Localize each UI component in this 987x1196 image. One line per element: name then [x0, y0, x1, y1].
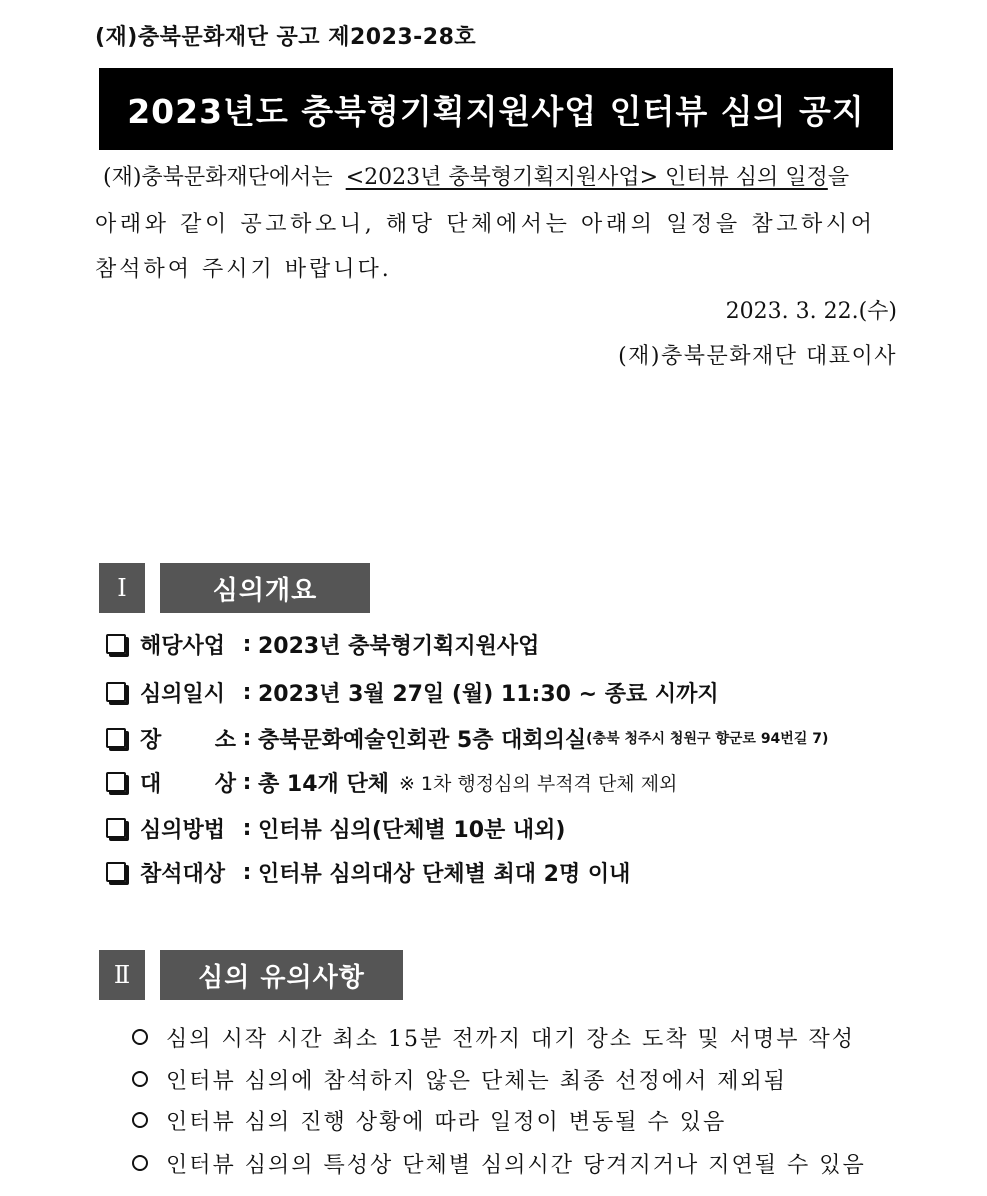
checkbox-icon	[106, 772, 126, 792]
notice-date: 2023. 3. 22.(수)	[725, 299, 897, 324]
target-note: ※ 1차 행정심의 부적격 단체 제외	[398, 772, 678, 795]
circle-bullet-icon	[132, 1029, 148, 1045]
checkbox-icon	[106, 682, 126, 702]
intro-line-1	[95, 163, 897, 193]
location-address: (충북 청주시 청원구 향군로 94번길 7)	[586, 731, 829, 747]
checkbox-icon	[106, 862, 126, 882]
intro-line-3: 참석하여 주시기 바랍니다.	[95, 257, 392, 282]
notice-bullet: 인터뷰 심의에 참석하지 않은 단체는 최종 선정에서 제외됨	[132, 1063, 787, 1095]
notice-number: (재)충북문화재단 공고 제2023-28호	[95, 25, 477, 50]
overview-item-project: 해당사업 : 2023년 충북형기획지원사업	[106, 629, 539, 659]
checkbox-icon	[106, 634, 126, 654]
intro-suffix: 을	[827, 165, 850, 190]
overview-item-location: 장 소 : 충북문화예술인회관 5층 대회의실 (충북 청주시 청원구 향군로 94번길 7)	[106, 723, 828, 753]
section-2-number: Ⅱ	[99, 950, 145, 1000]
notice-bullet: 인터뷰 심의의 특성상 단체별 심의시간 당겨지거나 지연될 수 있음	[132, 1147, 866, 1179]
section-2-title: 심의 유의사항	[160, 950, 403, 1000]
intro-line-2: 아래와 같이 공고하오니, 해당 단체에서는 아래의 일정을 참고하시어	[95, 212, 876, 237]
checkbox-icon	[106, 728, 126, 748]
checkbox-icon	[106, 818, 126, 838]
title-banner	[99, 68, 893, 150]
overview-item-attendees: 참석대상 : 인터뷰 심의대상 단체별 최대 2명 이내	[106, 857, 630, 887]
overview-item-target: 대 상 : 총 14개 단체 ※ 1차 행정심의 부적격 단체 제외	[106, 767, 677, 797]
section-1-number: Ⅰ	[99, 563, 145, 613]
notice-bullet: 인터뷰 심의 진행 상황에 따라 일정이 변동될 수 있음	[132, 1104, 726, 1136]
circle-bullet-icon	[132, 1112, 148, 1128]
notice-bullet: 심의 시작 시간 최소 15분 전까지 대기 장소 도착 및 서명부 작성	[132, 1021, 855, 1053]
overview-item-method: 심의방법 : 인터뷰 심의(단체별 10분 내외)	[106, 813, 565, 843]
page-title: 2023년도 충북형기획지원사업 인터뷰 심의 공지	[127, 91, 865, 131]
overview-item-datetime: 심의일시 : 2023년 3월 27일 (월) 11:30 ~ 종료 시까지	[106, 677, 719, 707]
issuer: (재)충북문화재단 대표이사	[618, 344, 897, 369]
section-1-title: 심의개요	[160, 563, 370, 613]
circle-bullet-icon	[132, 1155, 148, 1171]
intro-prefix: (재)충북문화재단에서는	[103, 165, 333, 190]
intro-underlined: <2023년 충북형기획지원사업> 인터뷰 심의 일정	[345, 165, 828, 190]
circle-bullet-icon	[132, 1071, 148, 1087]
